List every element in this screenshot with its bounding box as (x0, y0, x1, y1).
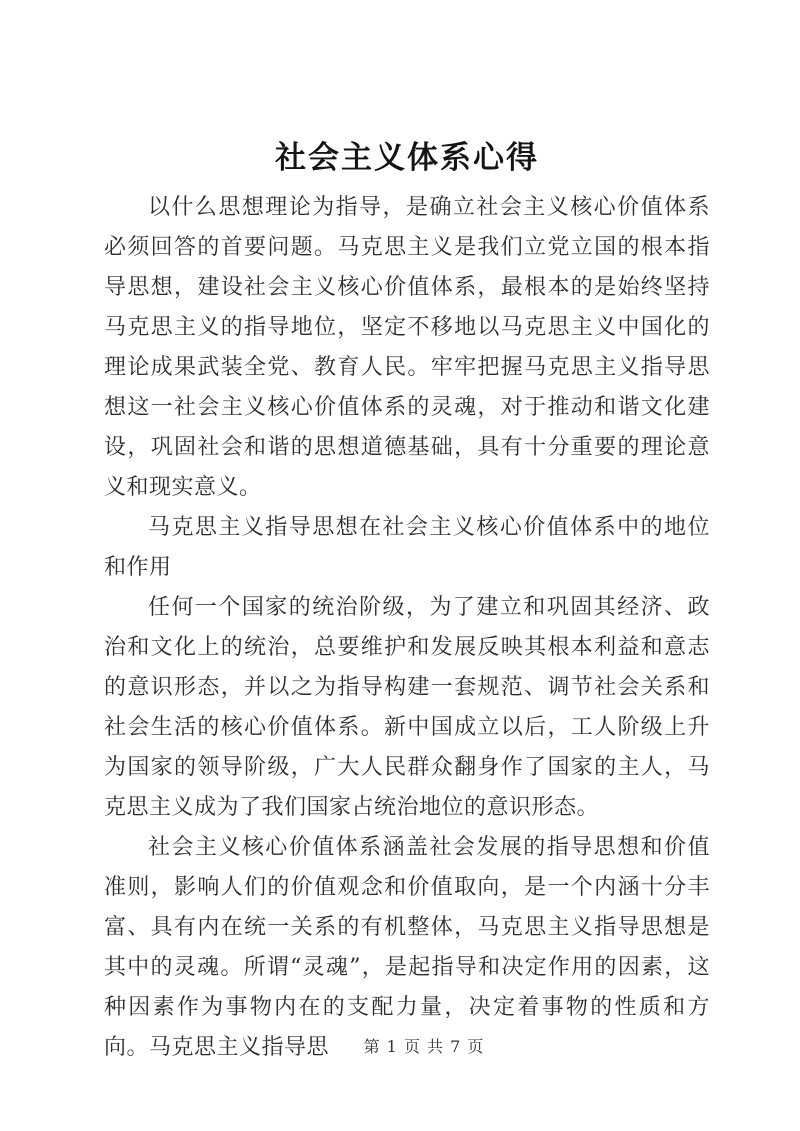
paragraph-3: 任何一个国家的统治阶级，为了建立和巩固其经济、政治和文化上的统治，总要维护和发展反映其根本利益和意志的意识形态，并以之为指导构建一套规范、调节社会关系和社会生活的核心价值体系。新中国成立以后，工人阶级上升为国家的领导阶级，广大人民群众翻身作了国家的主人，马克思主义成为了我们国家占统治地位的意识形态。 (104, 595, 710, 820)
document-title: 社会主义体系心得 (275, 140, 539, 176)
page-number-label: 第 1 页 共 7 页 (363, 1037, 485, 1056)
document-body (104, 188, 710, 1068)
page-number-footer (24, 1036, 800, 1058)
paragraph-1: 以什么思想理论为指导，是确立社会主义核心价值体系必须回答的首要问题。马克思主义是我们立党立国的根本指导思想，建设社会主义核心价值体系，最根本的是始终坚持马克思主义的指导地位，坚定不移地以马克思主义中国化的理论成果武装全党、教育人民。牢牢把握马克思主义指导思想这一社会主义核心价值体系的灵魂，对于推动和谐文化建设，巩固社会和谐的思想道德基础，具有十分重要的理论意义和现实意义。 (104, 195, 710, 500)
document-content-column (104, 0, 710, 1068)
paragraph-4: 社会主义核心价值体系涵盖社会发展的指导思想和价值准则，影响人们的价值观念和价值取向，是一个内涵十分丰富、具有内在统一关系的有机整体，马克思主义指导思想是其中的灵魂。所谓“灵魂”，是起指导和决定作用的因素，这种因素作为事物内在的支配力量，决定着事物的性质和方向。马克思主义指导思 (104, 835, 710, 1060)
paragraph-2: 马克思主义指导思想在社会主义核心价值体系中的地位和作用 (104, 515, 710, 580)
